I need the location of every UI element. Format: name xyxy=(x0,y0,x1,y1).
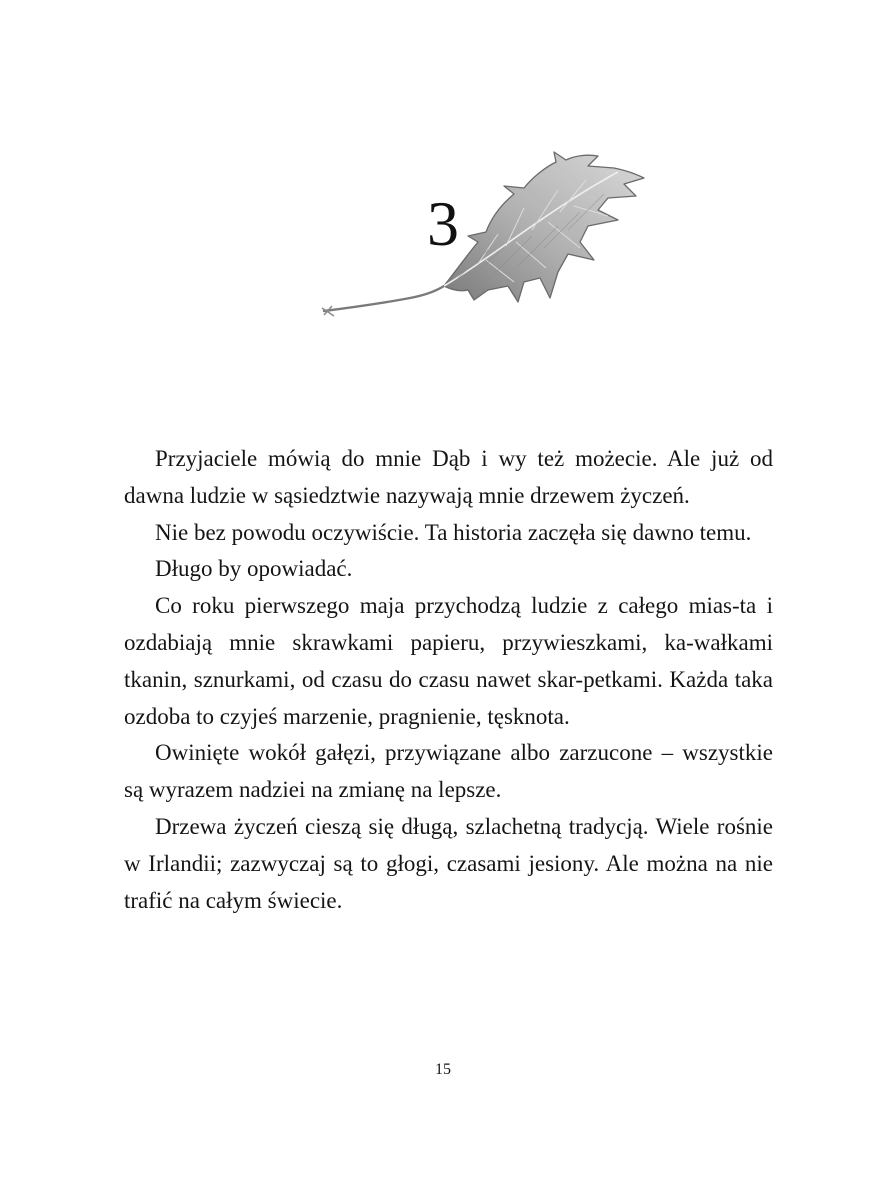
paragraph: Długo by opowiadać. xyxy=(155,556,353,582)
paragraph: Nie bez powodu oczywiście. Ta historia zaczęła się dawno temu. xyxy=(155,519,752,545)
paragraph: Co roku pierwszego maja przychodzą ludzie z całego mias-ta i ozdabiają mnie skrawkami papieru, przywieszkami, ka-wałkami tkanin, sznurkami, od czasu do czasu nawet skar-petkami. Każda taka ozdoba to czyjeś marzenie, pragnienie, tęsknota. xyxy=(124,593,773,729)
paragraph: Drzewa życzeń cieszą się długą, szlachetną tradycją. Wiele rośnie w Irlandii; zazwyczaj są to głogi, czasami jesiony. Ale można na nie trafić na całym świecie. xyxy=(124,813,773,913)
page-number: 15 xyxy=(435,1061,451,1078)
paragraph: Przyjaciele mówią do mnie Dąb i wy też możecie. Ale już od dawna ludzie w sąsiedztwie nazywają mnie drzewem życzeń. xyxy=(124,446,773,508)
chapter-body xyxy=(124,441,773,919)
paragraph: Owinięte wokół gałęzi, przywiązane albo zarzucone – wszystkie są wyrazem nadziei na zmianę na lepsze. xyxy=(124,740,773,803)
chapter-number: 3 xyxy=(427,188,459,259)
